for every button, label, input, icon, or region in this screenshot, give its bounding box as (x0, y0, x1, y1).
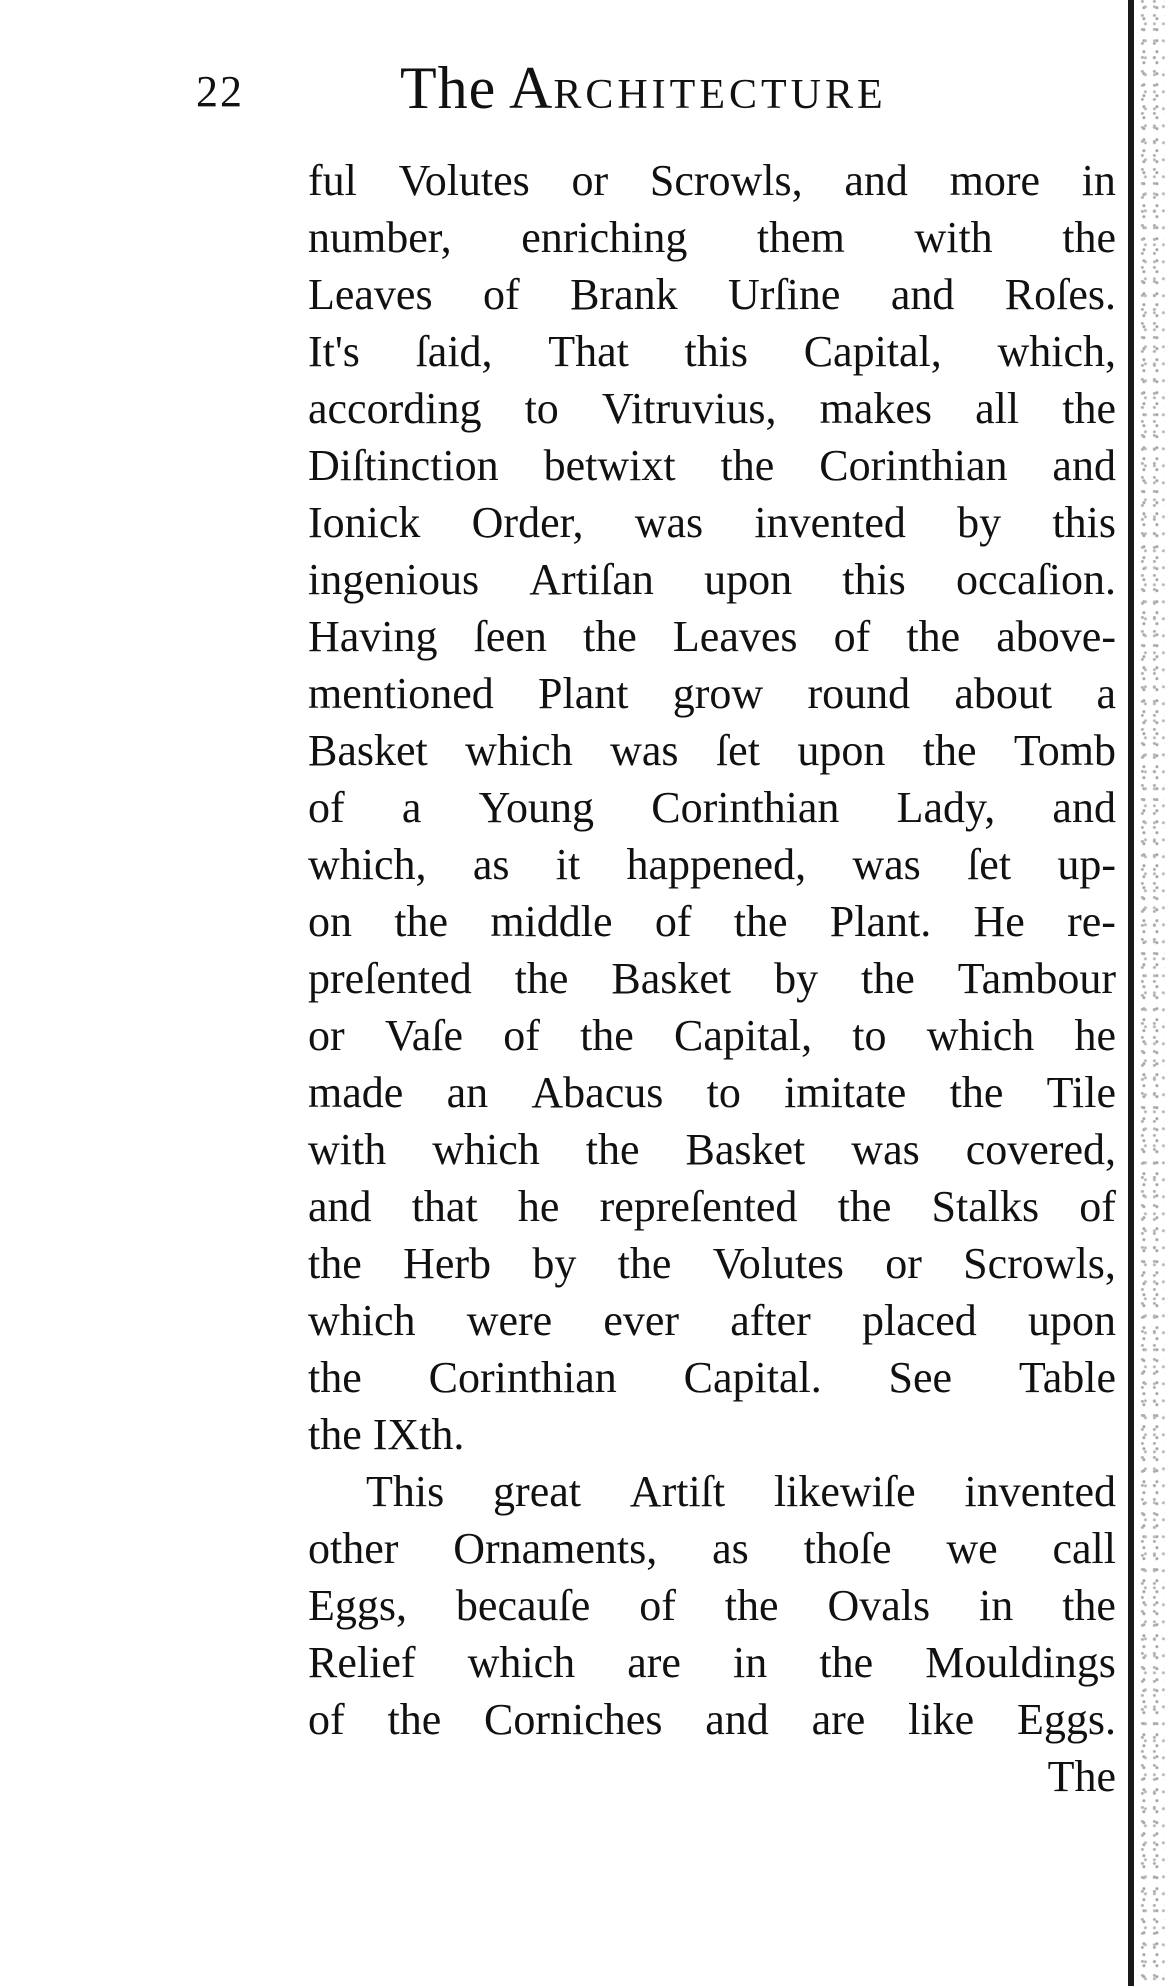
catchword: The (1047, 1752, 1116, 1801)
text-line: mentioned Plant grow round about a (308, 669, 1116, 718)
body-text (308, 152, 1116, 1805)
text-line: ingenious Artiſan upon this occaſion. (308, 555, 1116, 604)
text-line: the Herb by the Volutes or Scrowls, (308, 1239, 1116, 1288)
text-line: or Vaſe of the Capital, to which he (308, 1011, 1116, 1060)
text-line: ful Volutes or Scrowls, and more in (308, 156, 1116, 205)
running-head-initial: The A (400, 55, 554, 121)
page-edge-speckle (1140, 0, 1165, 1986)
text-line: which, as it happened, was ſet up- (308, 840, 1116, 889)
text-line: made an Abacus to imitate the Tile (308, 1068, 1116, 1117)
text-line: of the Corniches and are like Eggs. (308, 1695, 1116, 1744)
text-line: and that he repreſented the Stalks of (308, 1182, 1116, 1231)
running-head-rest: RCHITECTURE (553, 72, 887, 118)
paragraph-start-line: This great Artiſt likewiſe invented (366, 1467, 1116, 1516)
text-line: other Ornaments, as thoſe we call (308, 1524, 1116, 1573)
page-gutter-edge (1128, 0, 1134, 1986)
text-line: Ionick Order, was invented by this (308, 498, 1116, 547)
text-line: the IXth. (308, 1410, 465, 1459)
text-line: on the middle of the Plant. He re- (308, 897, 1116, 946)
text-line: Basket which was ſet upon the Tomb (308, 726, 1116, 775)
text-line: which were ever after placed upon (308, 1296, 1116, 1345)
text-line: It's ſaid, That this Capital, which, (308, 327, 1116, 376)
text-line: Diſtinction betwixt the Corinthian and (308, 441, 1116, 490)
text-line: with which the Basket was covered, (308, 1125, 1116, 1174)
text-line: Relief which are in the Mouldings (308, 1638, 1116, 1687)
page-number: 22 (196, 67, 244, 116)
text-line: Eggs, becauſe of the Ovals in the (308, 1581, 1116, 1630)
text-line: number, enriching them with the (308, 213, 1116, 262)
text-line: the Corinthian Capital. See Table (308, 1353, 1116, 1402)
text-line: of a Young Corinthian Lady, and (308, 783, 1116, 832)
text-line: Having ſeen the Leaves of the above- (308, 612, 1116, 661)
text-line: according to Vitruvius, makes all the (308, 384, 1116, 433)
text-line: Leaves of Brank Urſine and Roſes. (308, 270, 1116, 319)
text-line: preſented the Basket by the Tambour (308, 954, 1116, 1003)
running-head (400, 54, 887, 123)
